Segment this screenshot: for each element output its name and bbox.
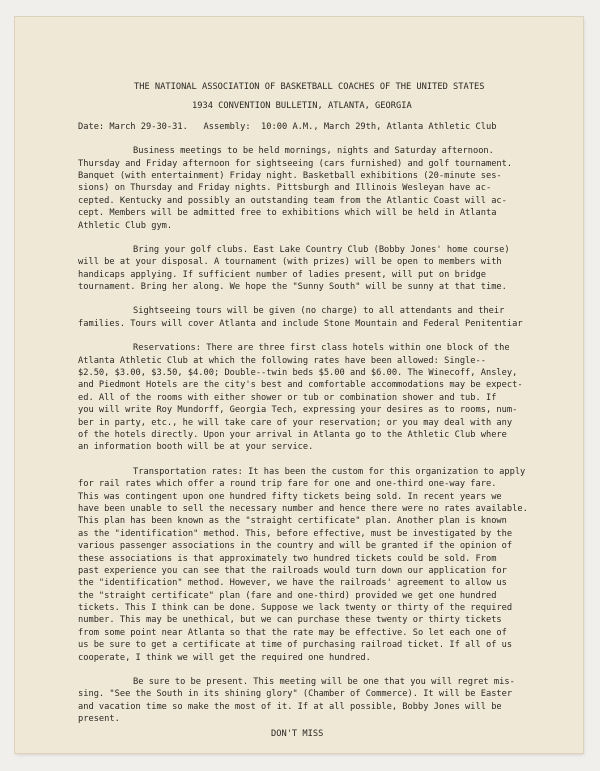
signoff: DON'T MISS <box>271 728 324 739</box>
text-line: ber in party, etc., he will take care of your reservation; or you may deal with any <box>78 417 513 428</box>
header-subtitle: 1934 CONVENTION BULLETIN, ATLANTA, GEORGIA <box>192 101 412 112</box>
paragraph-reservations <box>78 342 564 454</box>
text-line: sions) on Thursday and Friday nights. Pittsburgh and Illinois Wesleyan have ac- <box>78 183 492 194</box>
text-line: cept. Members will be admitted free to exhibitions which will be held in Atlanta <box>78 208 497 219</box>
text-line: present. <box>78 714 120 725</box>
bulletin-text <box>78 81 564 740</box>
text-line: sing. "See the South in its shining glory" (Chamber of Commerce). It will be Easter <box>78 689 513 700</box>
text-line: us be sure to get a certificate at time of purchasing railroad ticket. If all of us <box>78 640 513 651</box>
text-line: Bring your golf clubs. East Lake Country Club (Bobby Jones' home course) <box>133 244 510 255</box>
text-line: and vacation time so make the most of it. If at all possible, Bobby Jones will be <box>78 701 502 712</box>
paragraph-sightseeing <box>78 305 564 330</box>
text-line: This plan has been known as the "straight certificate" plan. Another plan is known <box>78 516 507 527</box>
paragraph-transportation <box>78 466 564 664</box>
text-line: tournament. Bring her along. We hope the "Sunny South" will be sunny at that time. <box>78 282 507 293</box>
text-line: have been unable to sell the necessary number and hence there were no rates available. <box>78 503 528 514</box>
text-line: Atlanta Athletic Club at which the following rates have been allowed: Single-- <box>78 355 486 366</box>
text-line: Banquet (with entertainment) Friday night. Basketball exhibitions (20-minute ses- <box>78 170 502 181</box>
text-line: various passenger associations in the country and will be granted if the opinion of <box>78 541 513 552</box>
text-line: Reservations: There are three first class hotels within one block of the <box>133 343 510 354</box>
text-line: Be sure to be present. This meeting will be one that you will regret mis- <box>133 677 515 688</box>
bulletin-page <box>15 17 583 753</box>
text-line: will be at your disposal. A tournament (with prizes) will be open to members with <box>78 257 502 268</box>
text-line: handicaps applying. If sufficient number of ladies present, will put on bridge <box>78 269 486 280</box>
paragraph-golf <box>78 244 564 294</box>
date-line: Date: March 29-30-31. Assembly: 10:00 A.M., March 29th, Atlanta Athletic Club <box>78 121 497 132</box>
text-line: Business meetings to be held mornings, nights and Saturday afternoon. <box>133 146 494 157</box>
text-line: the "identification" method. However, we have the railroads' agreement to allow us <box>78 578 507 589</box>
text-line: as the "identification" method. This, before effective, must be investigated by the <box>78 528 513 539</box>
text-line: these associations is that approximately two hundred tickets could be sold. From <box>78 553 497 564</box>
text-line: $2.50, $3.00, $3.50, $4.00; Double--twin beds $5.00 and $6.00. The Winecoff, Ansley, <box>78 368 518 379</box>
text-line: past experience you can see that the railroads would turn down our application for <box>78 565 507 576</box>
text-line: from some point near Atlanta so that the rate may be effective. So let each one of <box>78 627 507 638</box>
text-line: Thursday and Friday afternoon for sightseeing (cars furnished) and golf tournament. <box>78 158 513 169</box>
text-line: for rail rates which offer a round trip fare for one and one-third one-way fare. <box>78 479 497 490</box>
text-line: an information booth will be at your service. <box>78 442 314 453</box>
text-line: the "straight certificate" plan (fare and one-third) provided we get one hundred <box>78 590 497 601</box>
text-line: of the hotels directly. Upon your arrival in Atlanta go to the Athletic Club where <box>78 429 507 440</box>
text-line: families. Tours will cover Atlanta and include Stone Mountain and Federal Penitentiar <box>78 318 523 329</box>
paragraph-closing <box>78 676 564 726</box>
text-line: Sightseeing tours will be given (no charge) to all attendants and their <box>133 306 505 317</box>
text-line: tickets. This I think can be done. Suppose we lack twenty or thirty of the required <box>78 603 513 614</box>
text-line: you will write Roy Mundorff, Georgia Tech, expressing your desires as to rooms, num- <box>78 405 518 416</box>
text-line: cooperate, I think we will get the required one hundred. <box>78 652 371 663</box>
text-line: number. This may be unethical, but we can purchase these twenty or thirty tickets <box>78 615 502 626</box>
text-line: Transportation rates: It has been the custom for this organization to apply <box>133 466 526 477</box>
paragraph-business <box>78 145 564 232</box>
text-line: This was contingent upon one hundred fifty tickets being sold. In recent years we <box>78 491 502 502</box>
text-line: cepted. Kentucky and possibly an outstanding team from the Atlantic Coast will ac- <box>78 195 507 206</box>
text-line: ed. All of the rooms with either shower or tub or combination shower and tub. If <box>78 392 497 403</box>
header-title: THE NATIONAL ASSOCIATION OF BASKETBALL COACHES OF THE UNITED STATES <box>134 82 485 92</box>
text-line: Athletic Club gym. <box>78 220 173 231</box>
text-line: and Piedmont Hotels are the city's best and comfortable accommodations may be expect- <box>78 380 523 391</box>
